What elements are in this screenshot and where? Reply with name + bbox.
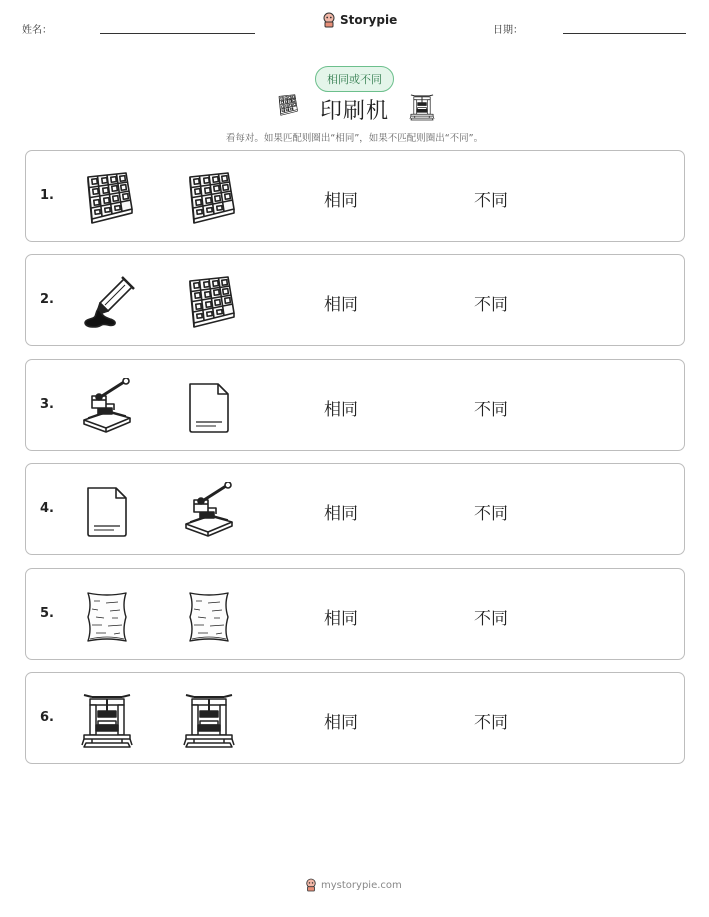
match-row <box>25 359 685 451</box>
row-number: 6. <box>40 710 54 725</box>
option-same[interactable]: 相同 <box>324 399 358 420</box>
match-row <box>25 463 685 555</box>
match-row <box>25 568 685 660</box>
paper-sheet-icon <box>180 378 238 436</box>
footer <box>305 878 402 892</box>
row-number: 2. <box>40 292 54 308</box>
date-label: 日期： <box>493 25 523 36</box>
movable-type-tray-icon <box>180 273 238 331</box>
paper-sheet-icon <box>78 482 136 540</box>
option-same[interactable]: 相同 <box>324 608 358 629</box>
movable-type-tray-icon <box>180 169 238 227</box>
row-number: 1. <box>40 188 54 203</box>
activity-badge: 相同或不同 <box>315 66 394 92</box>
ink-tube-icon <box>78 273 136 331</box>
printing-press-icon <box>180 691 238 749</box>
paper-stack-icon <box>180 587 238 645</box>
brand-name: Storypie <box>340 13 398 27</box>
option-same[interactable]: 相同 <box>324 295 358 316</box>
storypie-mascot-icon <box>322 12 336 28</box>
option-different[interactable]: 不同 <box>474 608 508 629</box>
storypie-mascot-icon <box>305 878 317 892</box>
stamp-press-icon <box>78 378 136 436</box>
movable-type-tray-icon <box>78 169 136 227</box>
option-same[interactable]: 相同 <box>324 713 358 733</box>
page-title: 印刷机 <box>319 99 389 124</box>
row-number: 5. <box>40 605 54 621</box>
footer-url[interactable]: mystorypie.com <box>321 879 402 891</box>
printing-press-icon <box>78 691 136 749</box>
option-different[interactable]: 不同 <box>474 504 508 525</box>
row-number: 4. <box>40 501 54 517</box>
name-field-line[interactable] <box>100 33 255 34</box>
option-different[interactable]: 不同 <box>474 295 508 316</box>
stamp-press-icon <box>180 482 238 540</box>
printing-press-icon <box>408 93 436 125</box>
row-number: 3. <box>40 396 54 412</box>
option-same[interactable]: 相同 <box>324 191 358 211</box>
option-different[interactable]: 不同 <box>474 399 508 420</box>
brand-logo <box>322 12 397 28</box>
match-row <box>25 672 685 764</box>
match-row <box>25 150 685 242</box>
option-different[interactable]: 不同 <box>474 713 508 733</box>
paper-stack-icon <box>78 587 136 645</box>
date-field-line[interactable] <box>563 33 686 34</box>
instructions: 看每对。如果匹配则圈出“相同”，如果不匹配则圈出“不同”。 <box>225 133 484 144</box>
match-row <box>25 254 685 346</box>
option-different[interactable]: 不同 <box>474 191 508 211</box>
option-same[interactable]: 相同 <box>324 504 358 525</box>
name-label: 姓名： <box>22 25 52 36</box>
